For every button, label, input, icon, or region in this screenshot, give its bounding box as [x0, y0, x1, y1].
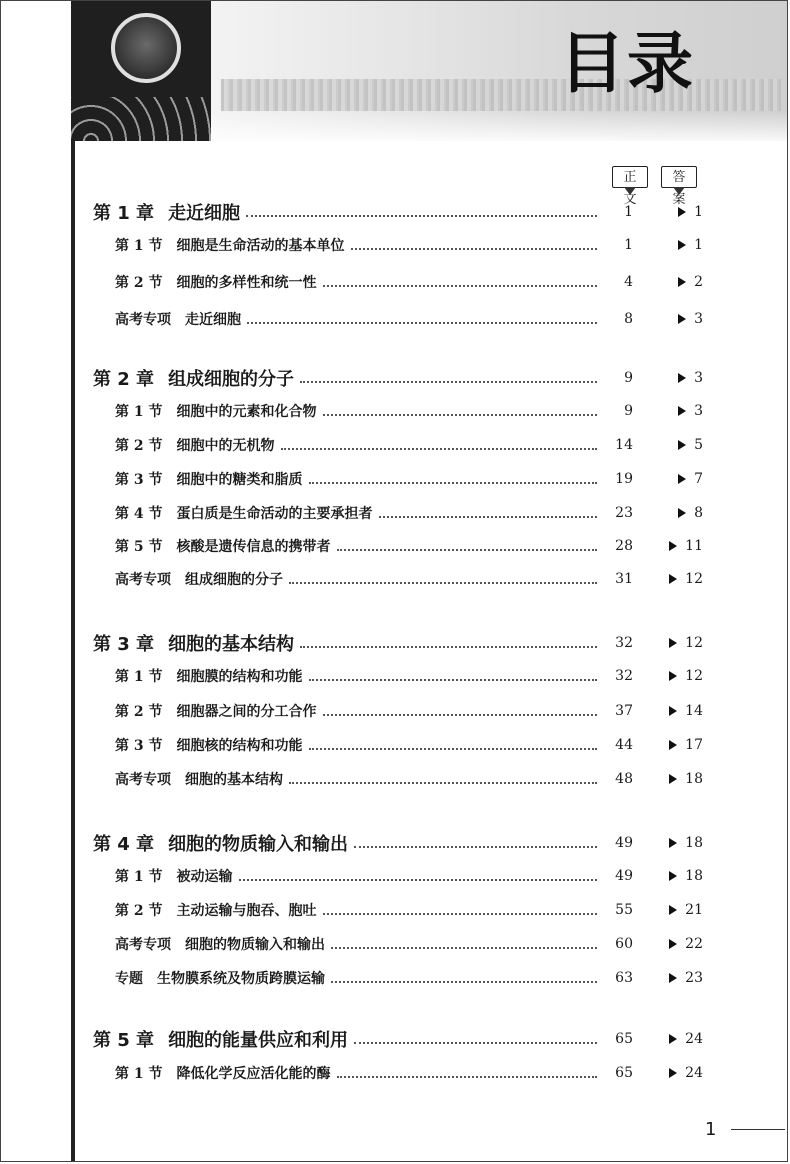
toc-entry-number: 第 1 节	[115, 404, 163, 420]
toc-answer-page	[655, 771, 703, 787]
toc-main-page-number: 37	[615, 703, 633, 719]
toc-main-page-number: 8	[624, 311, 633, 327]
toc-section-row[interactable]	[115, 465, 703, 493]
toc-section-row[interactable]	[115, 231, 703, 259]
toc-chapter-row[interactable]	[93, 829, 703, 857]
toc-entry-title: 降低化学反应活化能的酶	[176, 1066, 331, 1082]
toc-entry-number: 第 2 节	[115, 438, 163, 454]
toc-entry-number: 第 3 节	[115, 472, 163, 488]
play-triangle-icon	[669, 774, 677, 784]
toc-answer-page	[655, 403, 703, 419]
toc-answer-page	[655, 1031, 703, 1047]
dot-leader	[354, 845, 597, 848]
toc-answer-page-number: 3	[694, 311, 703, 327]
play-triangle-icon	[669, 871, 677, 881]
toc-entry-title: 主动运输与胞吞、胞吐	[176, 903, 317, 919]
toc-entry-title: 生物膜系统及物质跨膜运输	[157, 971, 325, 987]
down-arrow-icon	[624, 187, 636, 195]
left-margin-rule	[71, 141, 75, 1162]
toc-answer-page	[655, 970, 703, 986]
toc-entry-number: 高考专项	[115, 772, 171, 788]
eagle-emblem-logo	[71, 1, 211, 141]
toc-entry-title: 组成细胞的分子	[185, 572, 283, 588]
toc-entry-title: 细胞的物质输入和输出	[168, 834, 349, 855]
toc-main-page-number: 49	[615, 868, 633, 884]
dot-leader	[289, 781, 597, 784]
toc-entry-number: 第 2 节	[115, 903, 163, 919]
dot-leader	[351, 247, 598, 250]
toc-main-page-number: 65	[615, 1065, 633, 1081]
toc-main-page-number: 65	[615, 1031, 633, 1047]
play-triangle-icon	[669, 905, 677, 915]
dot-leader	[323, 413, 598, 416]
toc-section-row[interactable]	[115, 862, 703, 890]
toc-chapter-row[interactable]	[93, 1025, 703, 1053]
toc-answer-page-number: 2	[694, 274, 703, 290]
play-triangle-icon	[678, 240, 686, 250]
toc-entry-number: 第 3 节	[115, 738, 163, 754]
toc-answer-page-number: 1	[694, 204, 703, 220]
dot-leader	[309, 678, 598, 681]
toc-main-page-number: 14	[615, 437, 633, 453]
dot-leader	[300, 645, 597, 648]
toc-section-row[interactable]	[115, 565, 703, 593]
dot-leader	[331, 946, 597, 949]
play-triangle-icon	[669, 939, 677, 949]
dot-leader	[289, 581, 597, 584]
play-triangle-icon	[669, 671, 677, 681]
play-triangle-icon	[678, 277, 686, 287]
footer-rule	[731, 1129, 785, 1130]
toc-answer-page-number: 12	[685, 668, 703, 684]
toc-entry-title: 细胞核的结构和功能	[176, 738, 303, 754]
toc-answer-page-number: 3	[694, 370, 703, 386]
toc-entry-title: 细胞的能量供应和利用	[168, 1030, 349, 1051]
dot-leader	[323, 713, 598, 716]
toc-answer-page-number: 18	[685, 835, 703, 851]
toc-section-row[interactable]	[115, 896, 703, 924]
toc-main-page-number: 4	[624, 274, 633, 290]
toc-entry-number: 第 1 节	[115, 1066, 163, 1082]
play-triangle-icon	[678, 474, 686, 484]
toc-entry-number: 高考专项	[115, 937, 171, 953]
play-triangle-icon	[678, 406, 686, 416]
toc-answer-page	[655, 835, 703, 851]
main-text-column-label: 正文	[612, 166, 648, 188]
toc-entry-number: 第 5 章	[93, 1030, 155, 1051]
toc-section-row[interactable]	[115, 697, 703, 725]
toc-section-row[interactable]	[115, 532, 703, 560]
dot-leader	[247, 321, 597, 324]
toc-section-row[interactable]	[115, 499, 703, 527]
toc-main-page-number: 32	[615, 635, 633, 651]
toc-answer-page-number: 12	[685, 635, 703, 651]
toc-entry-number: 第 1 章	[93, 203, 155, 224]
toc-answer-page	[655, 204, 703, 220]
toc-entry-number: 第 3 章	[93, 634, 155, 655]
toc-main-page-number: 23	[615, 505, 633, 521]
toc-answer-page-number: 24	[685, 1065, 703, 1081]
toc-section-row[interactable]	[115, 305, 703, 333]
toc-answer-page	[655, 538, 703, 554]
dot-leader	[309, 747, 598, 750]
play-triangle-icon	[669, 574, 677, 584]
toc-section-row[interactable]	[115, 930, 703, 958]
toc-main-page-number: 63	[615, 970, 633, 986]
toc-section-row[interactable]	[115, 431, 703, 459]
toc-answer-page-number: 18	[685, 868, 703, 884]
toc-entry-number: 第 1 节	[115, 238, 163, 254]
toc-entry-number: 第 2 节	[115, 704, 163, 720]
toc-main-page-number: 44	[615, 737, 633, 753]
toc-main-page-number: 28	[615, 538, 633, 554]
play-triangle-icon	[669, 638, 677, 648]
toc-answer-page-number: 22	[685, 936, 703, 952]
toc-main-page-number: 1	[624, 237, 633, 253]
toc-answer-page	[655, 471, 703, 487]
toc-main-page-number: 19	[615, 471, 633, 487]
toc-entry-title: 细胞是生命活动的基本单位	[176, 238, 345, 254]
dot-leader	[281, 447, 598, 450]
toc-answer-page-number: 7	[694, 471, 703, 487]
toc-entry-title: 核酸是遗传信息的携带者	[176, 539, 331, 555]
toc-entry-title: 细胞的物质输入和输出	[185, 937, 325, 953]
toc-entry-title: 走近细胞	[168, 203, 241, 224]
play-triangle-icon	[669, 541, 677, 551]
toc-answer-page-number: 1	[694, 237, 703, 253]
down-arrow-icon	[673, 187, 685, 195]
toc-entry-title: 被动运输	[176, 869, 233, 885]
toc-main-page-number: 48	[615, 771, 633, 787]
play-triangle-icon	[678, 508, 686, 518]
play-triangle-icon	[678, 373, 686, 383]
toc-chapter-row[interactable]	[93, 198, 703, 226]
toc-answer-page	[655, 936, 703, 952]
page-number: 1	[705, 1119, 717, 1140]
toc-answer-page	[655, 274, 703, 290]
toc-entry-number: 第 4 节	[115, 506, 163, 522]
toc-entry-number: 第 1 节	[115, 869, 163, 885]
toc-chapter-row[interactable]	[93, 364, 703, 392]
dot-leader	[354, 1041, 597, 1044]
play-triangle-icon	[669, 838, 677, 848]
toc-entry-number: 第 1 节	[115, 669, 163, 685]
toc-main-page-number: 31	[615, 571, 633, 587]
toc-entry-title: 细胞的多样性和统一性	[176, 275, 317, 291]
toc-entry-title: 细胞的基本结构	[185, 772, 283, 788]
toc-section-row[interactable]	[115, 662, 703, 690]
toc-answer-page	[655, 703, 703, 719]
toc-answer-page	[655, 571, 703, 587]
toc-section-row[interactable]	[115, 731, 703, 759]
toc-answer-page	[655, 635, 703, 651]
toc-entry-title: 细胞的基本结构	[168, 634, 295, 655]
toc-answer-page	[655, 311, 703, 327]
toc-section-row[interactable]	[115, 964, 703, 992]
toc-main-page-number: 49	[615, 835, 633, 851]
toc-answer-page-number: 18	[685, 771, 703, 787]
dot-leader	[246, 214, 597, 217]
toc-main-page-number: 9	[624, 403, 633, 419]
play-triangle-icon	[669, 706, 677, 716]
toc-entry-title: 细胞器之间的分工合作	[176, 704, 317, 720]
play-triangle-icon	[678, 440, 686, 450]
toc-entry-title: 细胞中的元素和化合物	[176, 404, 317, 420]
play-triangle-icon	[669, 973, 677, 983]
toc-answer-page	[655, 1065, 703, 1081]
toc-answer-page-number: 8	[694, 505, 703, 521]
dot-leader	[300, 380, 597, 383]
toc-answer-page-number: 17	[685, 737, 703, 753]
toc-entry-number: 第 2 节	[115, 275, 163, 291]
toc-section-row[interactable]	[115, 397, 703, 425]
header-texture	[221, 79, 781, 111]
toc-answer-page-number: 21	[685, 902, 703, 918]
toc-section-row[interactable]	[115, 765, 703, 793]
dot-leader	[323, 912, 598, 915]
toc-entry-title: 组成细胞的分子	[168, 369, 295, 390]
play-triangle-icon	[678, 314, 686, 324]
toc-answer-page	[655, 737, 703, 753]
toc-answer-page-number: 3	[694, 403, 703, 419]
dot-leader	[239, 878, 598, 881]
toc-answer-page	[655, 668, 703, 684]
toc-answer-page-number: 23	[685, 970, 703, 986]
toc-entry-number: 第 5 节	[115, 539, 163, 555]
page-title: 目录	[559, 25, 695, 102]
toc-chapter-row[interactable]	[93, 629, 703, 657]
dot-leader	[323, 284, 598, 287]
toc-entry-title: 蛋白质是生命活动的主要承担者	[176, 506, 373, 522]
toc-answer-page	[655, 370, 703, 386]
play-triangle-icon	[669, 1034, 677, 1044]
toc-answer-page	[655, 237, 703, 253]
toc-main-page-number: 1	[624, 204, 633, 220]
toc-main-page-number: 55	[615, 902, 633, 918]
toc-main-page-number: 32	[615, 668, 633, 684]
dot-leader	[379, 515, 598, 518]
play-triangle-icon	[669, 740, 677, 750]
toc-answer-page	[655, 868, 703, 884]
toc-entry-number: 第 4 章	[93, 834, 155, 855]
toc-answer-page-number: 12	[685, 571, 703, 587]
waves-icon	[71, 97, 211, 141]
eagle-icon	[111, 13, 181, 83]
toc-answer-page-number: 24	[685, 1031, 703, 1047]
toc-entry-title: 细胞中的无机物	[176, 438, 275, 454]
dot-leader	[337, 548, 598, 551]
dot-leader	[309, 481, 598, 484]
toc-section-row[interactable]	[115, 1059, 703, 1087]
toc-answer-page-number: 11	[685, 538, 703, 554]
play-triangle-icon	[669, 1068, 677, 1078]
toc-entry-number: 高考专项	[115, 572, 171, 588]
toc-main-page-number: 60	[615, 936, 633, 952]
toc-entry-title: 细胞中的糖类和脂质	[176, 472, 303, 488]
toc-entry-number: 第 2 章	[93, 369, 155, 390]
dot-leader	[337, 1075, 598, 1078]
toc-answer-page	[655, 902, 703, 918]
toc-entry-title: 走近细胞	[185, 312, 241, 328]
toc-section-row[interactable]	[115, 268, 703, 296]
toc-main-page-number: 9	[624, 370, 633, 386]
play-triangle-icon	[678, 207, 686, 217]
dot-leader	[331, 980, 597, 983]
toc-answer-page	[655, 505, 703, 521]
toc-entry-number: 专题	[115, 971, 143, 987]
toc-answer-page-number: 5	[694, 437, 703, 453]
toc-answer-page	[655, 437, 703, 453]
toc-entry-title: 细胞膜的结构和功能	[176, 669, 303, 685]
answer-column-label: 答案	[661, 166, 697, 188]
toc-answer-page-number: 14	[685, 703, 703, 719]
toc-entry-number: 高考专项	[115, 312, 171, 328]
